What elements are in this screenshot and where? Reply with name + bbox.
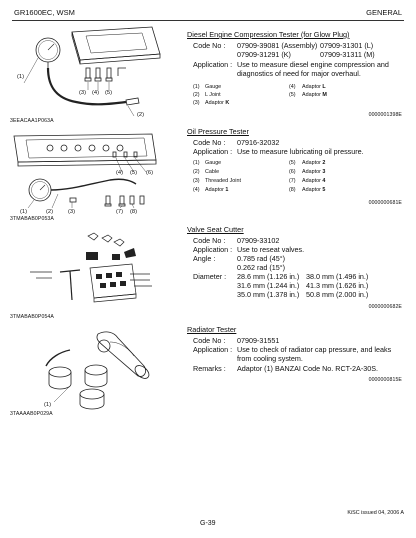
fig1-code: 3EEACAA1P063A — [10, 118, 54, 124]
part-name: Cable — [205, 169, 220, 175]
page-number: G-39 — [200, 520, 216, 527]
application-label: Application : — [193, 345, 233, 354]
part-num: (6) — [289, 169, 296, 175]
angle-value: 0.262 rad (15°) — [237, 263, 286, 272]
code-label: Code No : — [193, 236, 226, 245]
code-value: 07909-31311 (M) — [320, 50, 375, 59]
application-text: Use to measure lubricating oil pressure. — [237, 147, 364, 156]
application-label: Application : — [193, 147, 233, 156]
part-name: Adaptor L — [302, 84, 326, 90]
compression-tester-figure — [14, 24, 164, 120]
angle-value: 0.785 rad (45°) — [237, 254, 286, 263]
fig4-code: 3TAAAAB0P029A — [10, 411, 53, 417]
part-name: Threaded Joint — [205, 178, 241, 184]
diameter-value: 35.0 mm (1.378 in.) — [237, 290, 300, 299]
oil-pressure-tester-figure — [10, 132, 160, 218]
fig2-label-2: (2) — [46, 209, 54, 215]
part-name: Gauge — [205, 84, 222, 90]
application-label: Application : — [193, 245, 233, 254]
application-text: Use to measure diesel engine compression and — [237, 60, 389, 69]
doc-header-left: GR1600EC, WSM — [14, 8, 75, 17]
part-name: Adaptor M — [302, 92, 327, 98]
part-name: Adaptor K — [205, 100, 230, 106]
section-title-valve-seat-cutter: Valve Seat Cutter — [187, 225, 244, 234]
code-label: Code No : — [193, 41, 226, 50]
remarks-text: Adaptor (1) BANZAI Code No. RCT-2A-30S. — [237, 364, 379, 373]
fig2-label-6: (6) — [146, 170, 154, 176]
application-text: from cooling system. — [237, 354, 303, 363]
fig2-label-3: (3) — [68, 209, 76, 215]
diameter-label: Diameter : — [193, 272, 227, 281]
part-num: (3) — [193, 100, 200, 106]
section-title-oil-pressure-tester: Oil Pressure Tester — [187, 127, 249, 136]
fig2-code: 3TMABAB0P053A — [10, 216, 54, 222]
part-num: (8) — [289, 187, 296, 193]
diameter-value: 31.6 mm (1.244 in.) — [237, 281, 300, 290]
fig2-label-8: (8) — [130, 209, 138, 215]
code-value: 07909-31291 (K) — [237, 50, 291, 59]
valve-seat-cutter-figure — [22, 232, 162, 314]
application-text: Use to reseat valves. — [237, 245, 305, 254]
header-rule — [12, 20, 404, 21]
diameter-value: 41.3 mm (1.626 in.) — [306, 281, 369, 290]
fig4-label-1: (1) — [44, 402, 52, 408]
part-num: (4) — [289, 84, 296, 90]
reference-code: 0000000682E — [368, 304, 402, 310]
part-num: (7) — [289, 178, 296, 184]
angle-label: Angle : — [193, 254, 216, 263]
part-name: Gauge — [205, 160, 222, 166]
fig1-label-1: (1) — [17, 74, 25, 80]
part-num: (3) — [193, 178, 200, 184]
application-text: diagnostics of need for major overhaul. — [237, 69, 361, 78]
section-title-compression-tester: Diesel Engine Compression Tester (for Glow Plug) — [187, 30, 350, 39]
fig1-label-5: (5) — [105, 90, 113, 96]
fig2-label-7: (7) — [116, 209, 124, 215]
fig2-label-4: (4) — [116, 170, 124, 176]
code-value: 07909-39081 (Assembly) — [237, 41, 318, 50]
part-num: (1) — [193, 84, 200, 90]
code-value: 07909-33102 — [237, 236, 280, 245]
code-value: 07909-31301 (L) — [320, 41, 374, 50]
issue-note: KiSC issued 04, 2006 A — [347, 510, 404, 516]
part-num: (4) — [193, 187, 200, 193]
reference-code: 0000001398E — [368, 112, 402, 118]
fig2-label-1: (1) — [20, 209, 28, 215]
part-num: (2) — [193, 169, 200, 175]
part-name: Adaptor 3 — [302, 169, 326, 175]
part-num: (2) — [193, 92, 200, 98]
section-title-radiator-tester: Radiator Tester — [187, 325, 237, 334]
fig3-code: 3TMABAB0P054A — [10, 314, 54, 320]
reference-code: 0000000815E — [368, 377, 402, 383]
part-name: L Joint — [205, 92, 221, 98]
reference-code: 0000000681E — [368, 200, 402, 206]
diameter-value: 50.8 mm (2.000 in.) — [306, 290, 369, 299]
fig2-label-5: (5) — [130, 170, 138, 176]
doc-header-right: GENERAL — [366, 8, 402, 17]
part-name: Adaptor 2 — [302, 160, 326, 166]
code-label: Code No : — [193, 336, 226, 345]
fig1-label-2: (2) — [137, 112, 145, 118]
part-name: Adaptor 4 — [302, 178, 326, 184]
diameter-value: 38.0 mm (1.496 in.) — [306, 272, 369, 281]
diameter-value: 28.6 mm (1.126 in.) — [237, 272, 300, 281]
radiator-tester-figure — [40, 326, 160, 410]
part-name: Adaptor 5 — [302, 187, 326, 193]
part-num: (1) — [193, 160, 200, 166]
application-label: Application : — [193, 60, 233, 69]
part-num: (5) — [289, 92, 296, 98]
code-value: 07916-32032 — [237, 138, 280, 147]
code-label: Code No : — [193, 138, 226, 147]
part-num: (5) — [289, 160, 296, 166]
remarks-label: Remarks : — [193, 364, 226, 373]
fig1-label-4: (4) — [92, 90, 100, 96]
fig1-label-3: (3) — [79, 90, 87, 96]
application-text: Use to check of radiator cap pressure, and leaks — [237, 345, 392, 354]
part-name: Adaptor 1 — [205, 187, 229, 193]
code-value: 07909-31551 — [237, 336, 280, 345]
